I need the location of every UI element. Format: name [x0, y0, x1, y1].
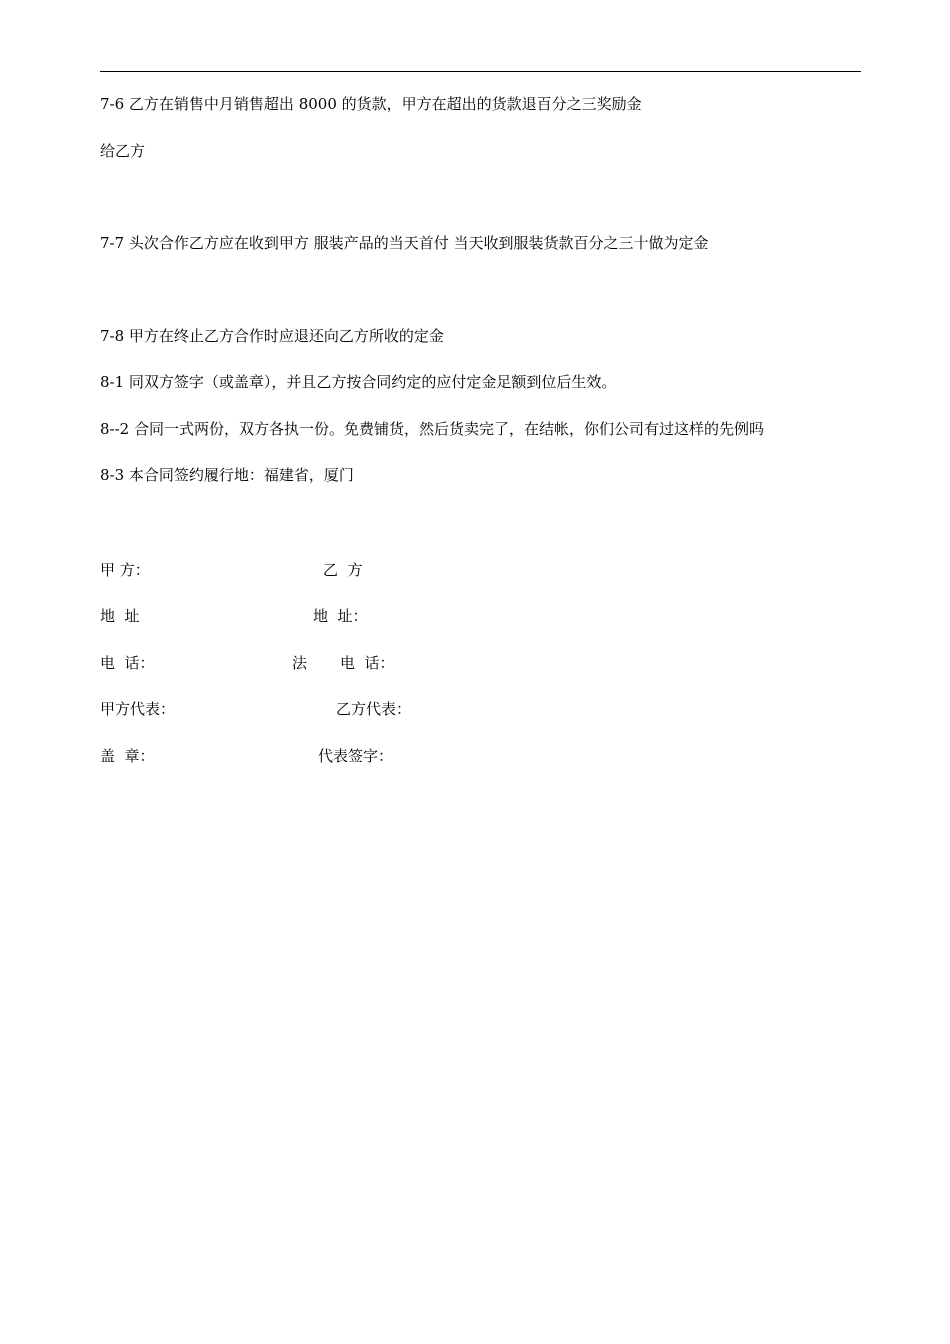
header-rule	[100, 71, 861, 72]
party-a-representative-label: 甲方代表：	[100, 700, 176, 718]
phone-a-label: 电 话：	[100, 654, 155, 672]
phone-b-label: 电 话：	[340, 654, 395, 672]
clause-8-1: 8-1 同双方签字（或盖章），并且乙方按合同约定的应付定金足额到位后生效。	[100, 373, 617, 391]
clause-8-3: 8-3 本合同签约履行地：福建省，厦门	[100, 466, 354, 484]
clause-7-7: 7-7 头次合作乙方应在收到甲方 服装产品的当天首付 当天收到服装货款百分之三十做为定金	[100, 234, 709, 252]
clause-8-2: 8--2 合同一式两份，双方各执一份。免费铺货，然后货卖完了，在结帐，你们公司有过这样的先例吗	[100, 420, 764, 438]
clause-7-6: 7-6 乙方在销售中月销售超出 8000 的货款，甲方在超出的货款退百分之三奖励金	[100, 95, 642, 113]
address-b-label: 地 址：	[313, 607, 368, 625]
legal-label: 法	[292, 654, 308, 672]
clause-7-6-continued: 给乙方	[100, 142, 146, 160]
party-b-representative-label: 乙方代表：	[336, 700, 412, 718]
seal-label: 盖 章：	[100, 747, 155, 765]
representative-signature-label: 代表签字：	[318, 747, 394, 765]
clause-7-8: 7-8 甲方在终止乙方合作时应退还向乙方所收的定金	[100, 327, 444, 345]
address-a-label: 地 址	[100, 607, 140, 625]
party-b-label: 乙 方	[323, 561, 363, 579]
party-a-label: 甲 方：	[100, 561, 150, 579]
